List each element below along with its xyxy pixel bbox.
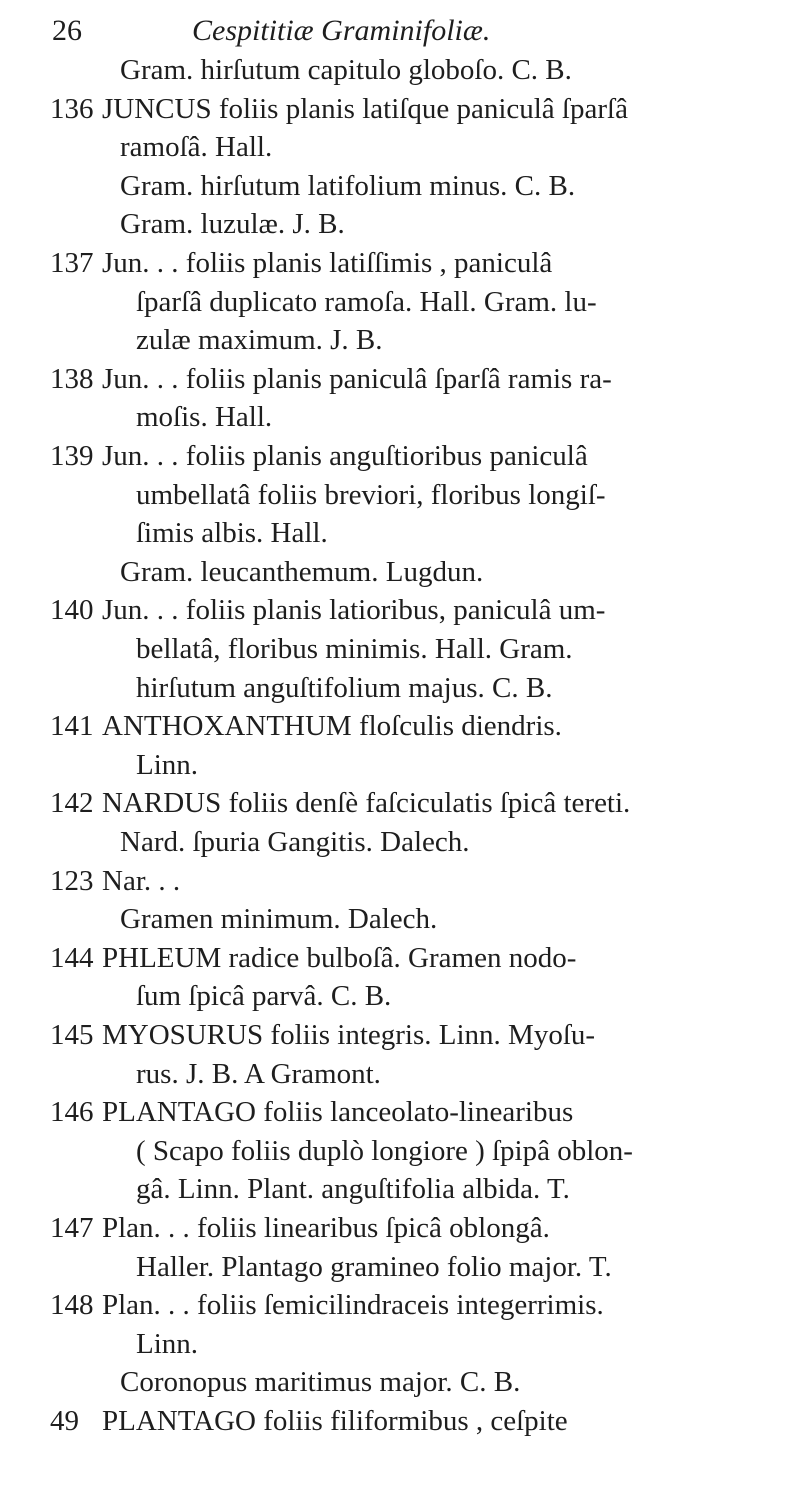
line-text: NARDUS foliis denſè faſciculatis ſpicâ tereti. xyxy=(102,787,631,820)
line-text: Gram. luzulæ. J. B. xyxy=(120,208,345,241)
line-text: bellatâ, floribus minimis. Hall. Gram. xyxy=(136,633,573,665)
line-text: ſimis albis. Hall. xyxy=(136,517,328,550)
entry-number: 141 xyxy=(50,710,94,743)
line-text: Plan. . . foliis ſemicilindraceis integerrimis. xyxy=(102,1289,604,1322)
line-text: umbellatâ foliis breviori, floribus longiſ- xyxy=(136,478,606,511)
line-text: Gram. hirſutum latifolium minus. C. B. xyxy=(120,169,576,202)
line-text: Plan. . . foliis linearibus ſpicâ oblongâ. xyxy=(102,1212,550,1244)
line-text: ramoſâ. Hall. xyxy=(120,131,273,164)
entry-number: 136 xyxy=(50,92,94,125)
entry-number: 146 xyxy=(50,1096,94,1129)
line-text: PHLEUM radice bulboſâ. Gramen nodo- xyxy=(102,941,577,974)
entry-number: 123 xyxy=(50,864,94,897)
line-text: Jun. . . foliis planis paniculâ ſparſâ ramis ra- xyxy=(102,362,612,395)
line-text: JUNCUS foliis planis latiſque paniculâ ſparſâ xyxy=(102,92,628,125)
entry-number: 145 xyxy=(50,1019,94,1051)
line-text: zulæ maximum. J. B. xyxy=(136,324,383,357)
line-text: ( Scapo foliis duplò longiore ) ſpipâ oblon- xyxy=(136,1134,633,1167)
line-text: Haller. Plantago gramineo folio major. T. xyxy=(136,1250,612,1283)
line-text: gâ. Linn. Plant. anguſtifolia albida. T. xyxy=(136,1173,570,1206)
entry-number: 138 xyxy=(50,362,94,395)
entry-number: 144 xyxy=(50,941,94,974)
page-number: 26 xyxy=(52,14,82,47)
line-text: Jun. . . foliis planis anguſtioribus paniculâ xyxy=(102,440,588,472)
entry-number: 137 xyxy=(50,247,94,279)
entry-number: 148 xyxy=(50,1289,94,1322)
line-text: Nar. . . xyxy=(102,864,181,897)
entry-number: 147 xyxy=(50,1212,94,1244)
line-text: Gram. hirſutum capitulo globoſo. C. B. xyxy=(120,54,572,86)
line-text: Gram. leucanthemum. Lugdun. xyxy=(120,555,484,588)
line-text: Nard. ſpuria Gangitis. Dalech. xyxy=(120,826,470,858)
line-text: Jun. . . foliis planis latioribus, paniculâ um- xyxy=(102,594,606,627)
page-header xyxy=(52,14,760,54)
line-text: Linn. xyxy=(136,748,199,781)
line-text: hirſutum anguſtifolium majus. C. B. xyxy=(136,671,553,704)
line-text: PLANTAGO foliis lanceolato-linearibus xyxy=(102,1096,574,1129)
line-text: ſparſâ duplicato ramoſa. Hall. Gram. lu- xyxy=(136,285,597,318)
line-text: MYOSURUS foliis integris. Linn. Myoſu- xyxy=(102,1019,596,1051)
line-text: Linn. xyxy=(136,1327,199,1360)
line-text: moſis. Hall. xyxy=(136,401,273,434)
line-text: Coronopus maritimus major. C. B. xyxy=(120,1366,521,1399)
line-text: rus. J. B. A Gramont. xyxy=(136,1057,381,1090)
line-text: ANTHOXANTHUM floſculis diendris. xyxy=(102,710,562,743)
line-text: Jun. . . foliis planis latiſſimis , paniculâ xyxy=(102,247,553,279)
entry-number: 49 xyxy=(50,1405,79,1437)
line-text: Gramen minimum. Dalech. xyxy=(120,903,438,936)
running-title: Cespititiæ Graminifoliæ. xyxy=(192,14,491,47)
entry-number: 142 xyxy=(50,787,94,820)
line-text: ſum ſpicâ parvâ. C. B. xyxy=(136,980,392,1013)
line-text: PLANTAGO foliis filiformibus , ceſpite xyxy=(102,1405,568,1437)
entry-number: 140 xyxy=(50,594,94,627)
entry-number: 139 xyxy=(50,440,94,472)
